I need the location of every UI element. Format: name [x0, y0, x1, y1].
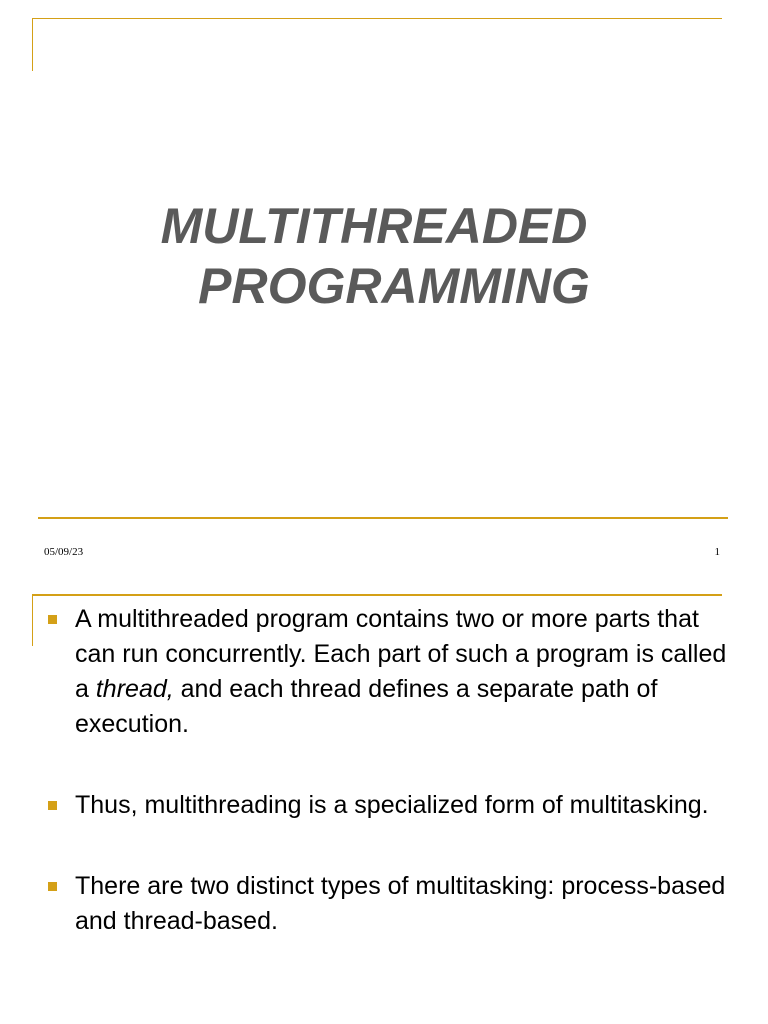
- square-bullet-icon: [48, 801, 57, 810]
- bullet-item: [48, 602, 728, 742]
- page-number: 1: [714, 546, 720, 558]
- bullet-text-cont: and each thread defines a separate path of execution.: [75, 675, 658, 738]
- title-line-1: MULTITHREADED: [160, 198, 588, 254]
- bullet-emphasis: thread,: [95, 675, 174, 703]
- bullet-item: [48, 869, 728, 939]
- square-bullet-icon: [48, 615, 57, 624]
- square-bullet-icon: [48, 882, 57, 891]
- bullet-text: Thus, multithreading is a specialized form of multitasking.: [75, 791, 709, 819]
- bullet-item: [48, 788, 728, 823]
- bullet-text: There are two distinct types of multitasking: process-based and thread-based.: [75, 872, 726, 935]
- left-rule: [32, 18, 33, 71]
- bullet-text: A multithreaded program contains two or more parts that can run concurrently. Each part of such a program is called a: [75, 605, 727, 703]
- footer-date: 05/09/23: [44, 546, 84, 558]
- content-slide: [0, 576, 768, 1024]
- slide-title: [0, 196, 768, 316]
- bullet-list: [48, 602, 728, 939]
- top-rule: [32, 18, 722, 19]
- title-line-2: PROGRAMMING: [198, 258, 590, 314]
- top-rule: [32, 594, 722, 596]
- footer-rule: [38, 517, 728, 519]
- left-rule: [32, 594, 33, 646]
